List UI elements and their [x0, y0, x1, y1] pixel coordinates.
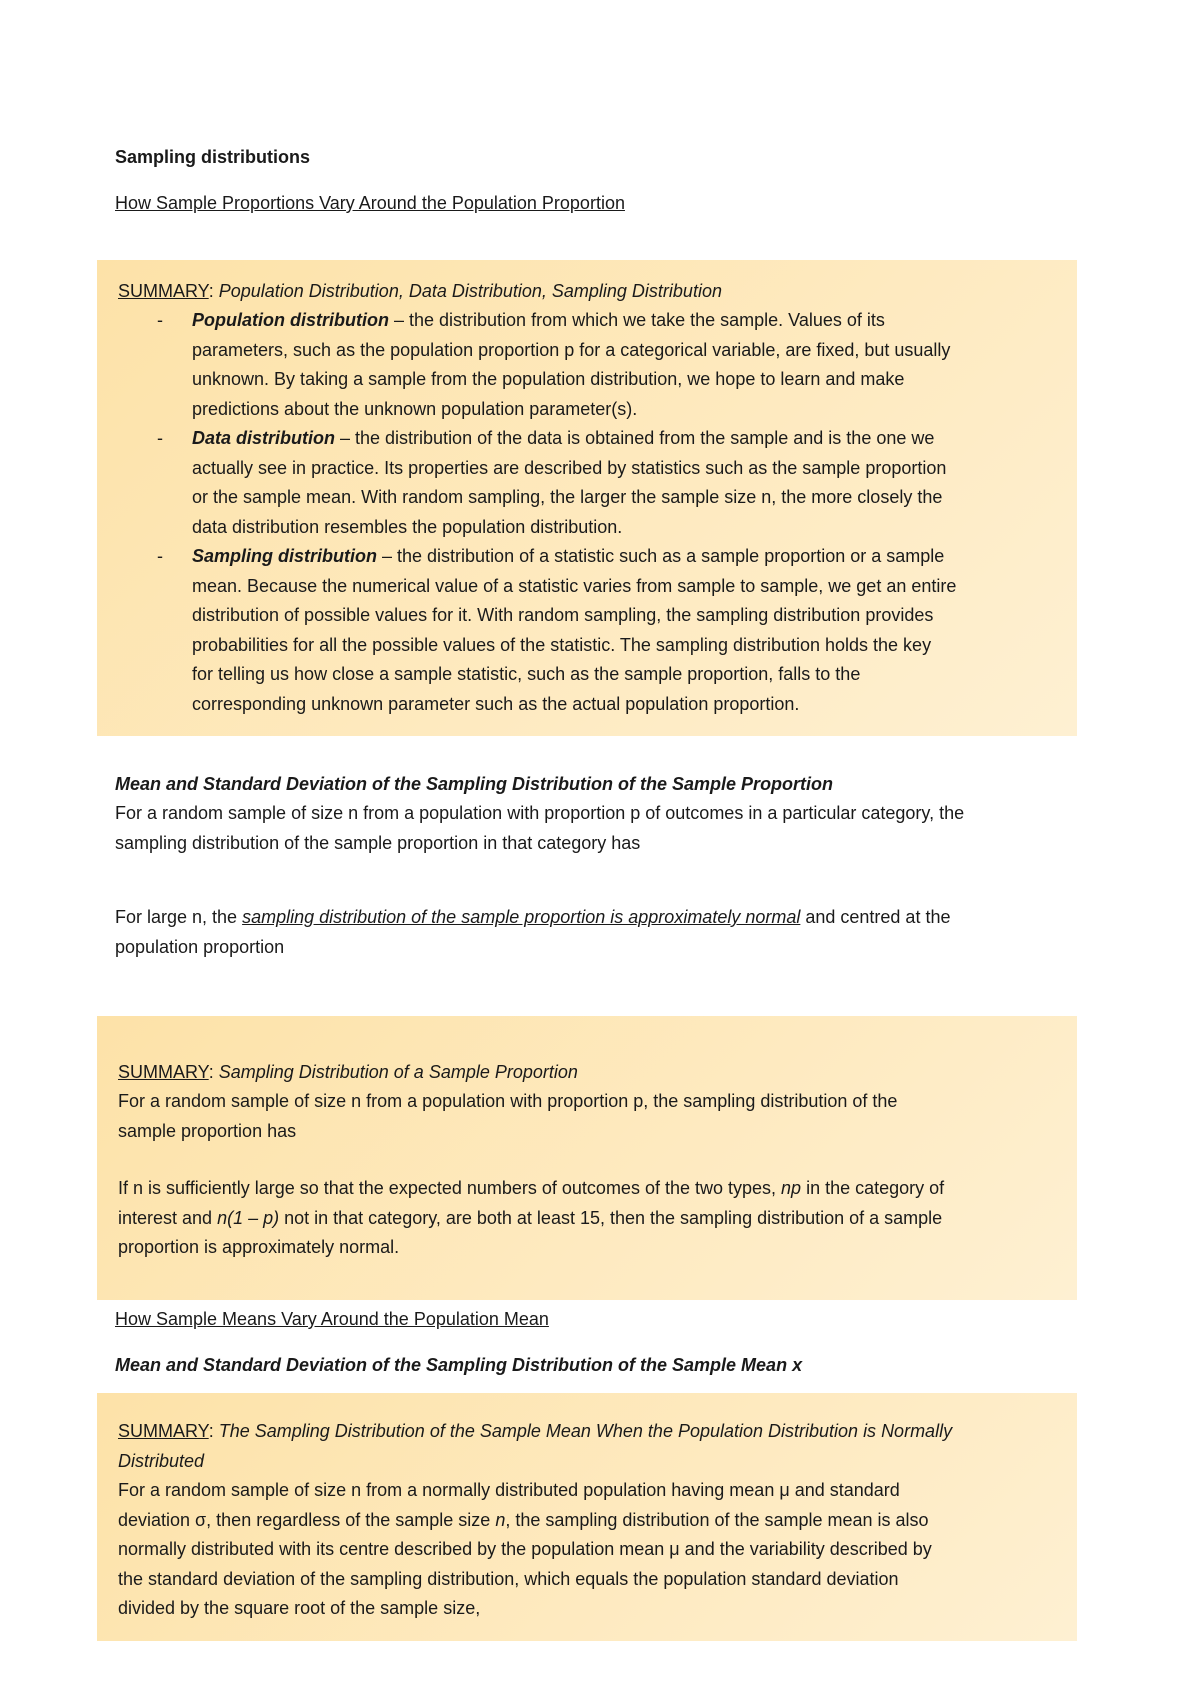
summary-3-title-cont: Distributed: [118, 1450, 205, 1471]
bullet-text-line: data distribution resembles the population distribution.: [192, 516, 623, 537]
section-title-mean-sd-proportion: Mean and Standard Deviation of the Sampling Distribution of the Sample Proportion: [115, 774, 834, 794]
body-line: sampling distribution of the sample proportion in that category has: [115, 832, 641, 853]
summary-3-title: The Sampling Distribution of the Sample Mean When the Population Distribution is Normally: [218, 1421, 953, 1441]
body-line: sample proportion has: [118, 1120, 297, 1141]
term-sampling-distribution: Sampling distribution: [192, 546, 377, 566]
body-text: in the category of: [801, 1178, 945, 1198]
subheading-sample-means: How Sample Means Vary Around the Population Mean: [115, 1309, 549, 1329]
body-text: For large n, the: [115, 907, 243, 927]
bullet-population-distribution: [192, 306, 950, 424]
bullet-text-line: – the distribution from which we take the sample. Values of its: [388, 310, 885, 330]
bullet-text-line: distribution of possible values for it. With random sampling, the sampling distribution provides: [192, 605, 934, 625]
bullet-data-distribution: [192, 424, 946, 542]
bullet-text-line: mean. Because the numerical value of a statistic varies from sample to sample, we get an entire: [192, 575, 957, 596]
section-body-mean-sd-proportion: [115, 799, 964, 858]
bullet-text-line: corresponding unknown parameter such as the actual population proportion.: [192, 693, 800, 714]
summary-1-header: [118, 277, 722, 307]
body-line: For a random sample of size n from a population with proportion p, the sampling distribution of the: [118, 1091, 898, 1111]
summary-label: SUMMARY: [118, 1421, 209, 1441]
summary-colon: :: [208, 281, 214, 301]
bullet-marker: -: [157, 428, 163, 448]
body-text: If n is sufficiently large so that the expected numbers of outcomes of the two types,: [118, 1178, 782, 1198]
summary-2-condition: [118, 1174, 944, 1263]
body-text: not in that category, are both at least 15, then the sampling distribution of a sample: [279, 1207, 943, 1228]
body-line: population proportion: [115, 936, 285, 957]
bullet-text-line: – the distribution of the data is obtained from the sample and is the one we: [335, 428, 935, 448]
bullet-text-line: predictions about the unknown population parameter(s).: [192, 398, 638, 419]
bullet-text-line: probabilities for all the possible values of the statistic. The sampling distribution holds the key: [192, 634, 932, 655]
body-line: normally distributed with its centre described by the population mean μ and the variability described by: [118, 1539, 932, 1559]
summary-colon: :: [208, 1062, 214, 1082]
section-title-mean-sd-mean: Mean and Standard Deviation of the Sampling Distribution of the Sample Mean x: [115, 1355, 803, 1375]
math-n1p: n(1 – p): [217, 1207, 280, 1228]
bullet-marker: -: [157, 310, 163, 330]
body-line: the standard deviation of the sampling distribution, which equals the population standard deviation: [118, 1568, 899, 1589]
summary-label: SUMMARY: [118, 281, 209, 301]
bullet-text-line: or the sample mean. With random sampling, the larger the sample size n, the more closely the: [192, 487, 943, 507]
summary-3-body: [118, 1476, 932, 1624]
bullet-text-line: – the distribution of a statistic such as a sample proportion or a sample: [377, 546, 945, 566]
summary-2-header: [118, 1058, 578, 1088]
bullet-text-line: actually see in practice. Its properties are described by statistics such as the sample proportion: [192, 457, 947, 478]
summary-3-header: [118, 1417, 952, 1476]
bullet-text-line: for telling us how close a sample statistic, such as the sample proportion, falls to the: [192, 664, 861, 684]
body-text: deviation σ, then regardless of the sample size: [118, 1509, 496, 1530]
body-line: For a random sample of size n from a normally distributed population having mean μ and standard: [118, 1480, 900, 1500]
summary-label: SUMMARY: [118, 1062, 209, 1082]
bullet-text-line: unknown. By taking a sample from the population distribution, we hope to learn and make: [192, 369, 905, 389]
math-n: n: [495, 1509, 506, 1530]
summary-2-title: Sampling Distribution of a Sample Proportion: [218, 1062, 578, 1082]
body-line: proportion is approximately normal.: [118, 1237, 400, 1257]
body-text: and centred at the: [800, 907, 951, 927]
subheading-sample-proportions: How Sample Proportions Vary Around the Population Proportion: [115, 193, 625, 213]
summary-2-body: [118, 1087, 897, 1146]
term-population-distribution: Population distribution: [192, 310, 389, 330]
body-text: interest and: [118, 1207, 218, 1228]
document-heading: Sampling distributions: [115, 147, 311, 167]
math-np: np: [781, 1178, 802, 1198]
body-line: divided by the square root of the sample size,: [118, 1598, 481, 1618]
bullet-sampling-distribution: [192, 542, 956, 719]
summary-1-title: Population Distribution, Data Distribution, Sampling Distribution: [218, 281, 722, 301]
emphasized-text: sampling distribution of the sample proportion is approximately normal: [242, 907, 801, 927]
body-text: , the sampling distribution of the sample mean is also: [505, 1509, 929, 1530]
summary-colon: :: [208, 1421, 214, 1441]
bullet-marker: -: [157, 546, 163, 566]
large-n-paragraph: [115, 903, 950, 962]
term-data-distribution: Data distribution: [192, 428, 335, 448]
body-line: For a random sample of size n from a population with proportion p of outcomes in a particular category, the: [115, 803, 965, 823]
bullet-text-line: parameters, such as the population proportion p for a categorical variable, are fixed, but usually: [192, 339, 951, 360]
